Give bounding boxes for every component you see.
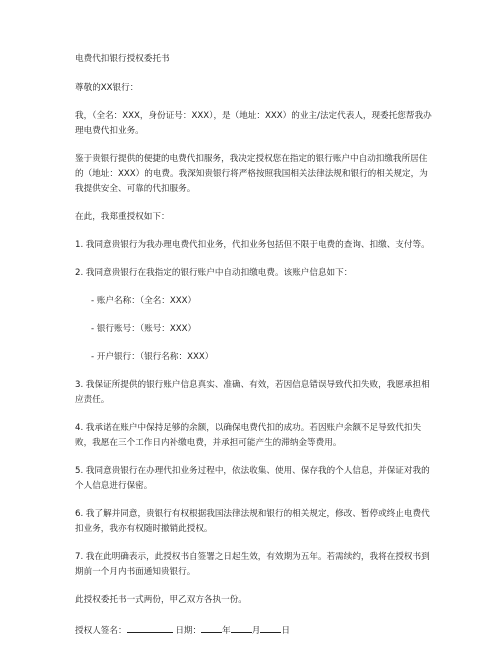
context-paragraph: 鉴于贵银行提供的便捷的电费代扣服务，我决定授权您在指定的银行账户中自动扣缴我所居住的（地址：XXX）的电费。我深知贵银行将严格按照我国相关法律法规和银行的相关规定，为我提供安全、可靠的代扣服务。 <box>75 154 428 194</box>
closing-statement: 此授权委托书一式两份，甲乙双方各执一份。 <box>75 595 247 605</box>
signer-label: 授权人签名： <box>75 626 127 636</box>
signature-line <box>75 621 435 639</box>
list-item-5: 5. 我同意贵银行在办理代扣业务过程中，依法收集、使用、保存我的个人信息，并保证对我的个人信息进行保密。 <box>75 466 430 491</box>
account-number-line: - 银行账号：（账号：XXX） <box>91 324 197 334</box>
list-item-4: 4. 我承诺在账户中保持足够的余额，以确保电费代扣的成功。若因账户余额不足导致代扣失败，我愿在三个工作日内补缴电费，并承担可能产生的滞纳金等费用。 <box>75 423 422 448</box>
day-label: 日 <box>281 626 290 636</box>
date-label: 日期： <box>175 626 202 636</box>
month-blank <box>231 621 252 633</box>
list-item-3: 3. 我保证所提供的银行账户信息真实、准确、有效，若因信息错误导致代扣失败，我愿承担相应责任。 <box>75 380 430 405</box>
list-item-2: 2. 我同意贵银行在我指定的银行账户中自动扣缴电费。该账户信息如下： <box>75 268 353 278</box>
month-label: 月 <box>251 626 261 636</box>
day-blank <box>260 621 281 633</box>
intro-paragraph: 我，（全名：XXX，身份证号：XXX），是（地址：XXX）的业主/法定代表人，现委托您帮我办理电费代扣业务。 <box>75 111 432 136</box>
lead-in: 在此，我郑重授权如下： <box>75 212 170 222</box>
account-name-line: - 账户名称：（全名：XXX） <box>91 296 197 306</box>
list-item-7: 7. 我在此明确表示，此授权书自签署之日起生效，有效期为五年。若需续约，我将在授权书到期前一个月内书面通知贵银行。 <box>75 552 430 577</box>
signature-blank <box>127 621 173 633</box>
list-item-6: 6. 我了解并同意，贵银行有权根据我国法律法规和银行的相关规定，修改、暂停或终止电费代扣业务，我亦有权随时撤销此授权。 <box>75 509 430 534</box>
account-bank-line: - 开户银行：（银行名称：XXX） <box>91 352 214 362</box>
list-item-1: 1. 我同意贵银行为我办理电费代扣业务，代扣业务包括但不限于电费的查询、扣缴、支付等。 <box>75 240 430 250</box>
greeting: 尊敬的XX银行： <box>75 83 139 93</box>
document-body <box>75 52 435 652</box>
year-blank <box>201 621 222 633</box>
document-title: 电费代扣银行授权委托书 <box>75 54 170 64</box>
year-label: 年 <box>222 626 231 636</box>
